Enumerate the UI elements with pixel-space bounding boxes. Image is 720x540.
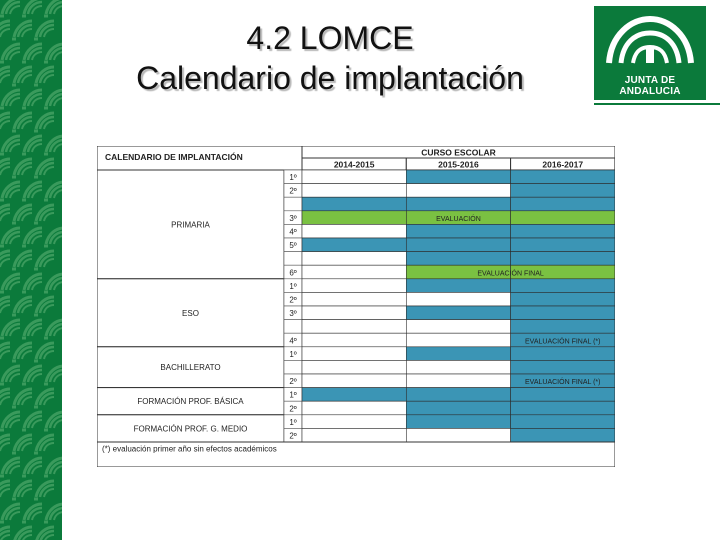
calendar-cell: [302, 374, 406, 388]
calendar-cell: [302, 170, 406, 184]
course-label: 2º: [289, 431, 297, 441]
calendar-cell: [511, 292, 615, 306]
calendar-cell: [511, 184, 615, 198]
year-header-label: 2016-2017: [542, 159, 584, 170]
evaluation-label: EVALUACIÓN FINAL: [477, 270, 544, 278]
calendar-cell: [406, 252, 510, 266]
course-cell: [284, 197, 302, 211]
junta-andalucia-logo: [594, 6, 706, 100]
course-label: 1º: [289, 417, 297, 427]
calendar-cell: [406, 184, 510, 198]
calendar-cell: [302, 360, 406, 374]
calendar-cell: [406, 238, 510, 252]
calendar-cell: [406, 415, 510, 429]
course-label: 1º: [289, 173, 297, 183]
group-label: FORMACIÓN PROF. BÁSICA: [137, 397, 244, 407]
calendar-cell: [406, 197, 510, 211]
course-label: 3º: [289, 213, 297, 223]
calendar-cell: [302, 347, 406, 361]
course-cell: [284, 252, 302, 266]
calendar-cell: [302, 306, 406, 320]
calendar-cell: [406, 292, 510, 306]
evaluation-label: EVALUACIÓN FINAL (*): [525, 338, 601, 346]
year-header-label: 2014-2015: [333, 159, 375, 170]
calendar-cell: [511, 360, 615, 374]
calendar-cell: [406, 320, 510, 334]
header-left-label: CALENDARIO DE IMPLANTACIÓN: [105, 152, 243, 162]
course-label: 4º: [289, 336, 297, 346]
calendar-cell: [406, 333, 510, 347]
calendar-cell: [302, 415, 406, 429]
calendar-cell: [302, 252, 406, 266]
calendar-cell: [302, 292, 406, 306]
fan-pattern-icon: [0, 0, 62, 540]
logo-underline: [594, 103, 720, 105]
course-label: 2º: [289, 295, 297, 305]
course-label: 1º: [289, 349, 297, 359]
calendar-cell: [511, 347, 615, 361]
evaluation-label: EVALUACIÓN FINAL (*): [525, 379, 601, 387]
header-group-label: CURSO ESCOLAR: [421, 147, 496, 158]
course-label: 1º: [289, 281, 297, 291]
course-label: 5º: [289, 241, 297, 251]
calendar-cell: [302, 265, 406, 279]
calendar-cell: [511, 428, 615, 442]
decorative-sidebar: [0, 0, 62, 540]
title-line-2: Calendario de implantación: [136, 60, 524, 96]
calendar-cell: [511, 170, 615, 184]
course-label: 1º: [289, 390, 297, 400]
calendar-cell: [302, 211, 406, 225]
title-line-1: 4.2 LOMCE: [246, 20, 414, 56]
course-label: 2º: [289, 404, 297, 414]
footnote-label: (*) evaluación primer año sin efectos académicos: [102, 444, 277, 454]
course-label: 4º: [289, 227, 297, 237]
year-header-label: 2015-2016: [438, 159, 479, 170]
calendar-cell: [511, 320, 615, 334]
logo-text: JUNTA DE ANDALUCIA: [619, 75, 681, 97]
course-cell: [284, 360, 302, 374]
calendar-cell: [302, 320, 406, 334]
calendar-grid: [97, 146, 615, 467]
calendar-cell: [406, 428, 510, 442]
calendar-cell: [406, 279, 510, 293]
calendar-cell: [406, 401, 510, 415]
calendar-cell: [302, 388, 406, 402]
calendar-cell: [511, 306, 615, 320]
course-label: 6º: [289, 268, 297, 278]
implementation-calendar-table: [97, 146, 615, 467]
calendar-cell: [511, 224, 615, 238]
group-label: BACHILLERATO: [160, 363, 221, 373]
calendar-cell: [302, 184, 406, 198]
group-label: PRIMARIA: [171, 220, 210, 230]
course-label: 2º: [289, 377, 297, 387]
calendar-cell: [511, 252, 615, 266]
slide-title: [60, 18, 600, 98]
calendar-cell: [406, 306, 510, 320]
calendar-cell: [511, 238, 615, 252]
course-label: 3º: [289, 309, 297, 319]
calendar-cell: [511, 415, 615, 429]
calendar-cell: [511, 197, 615, 211]
logo-emblem-icon: [595, 7, 705, 73]
calendar-cell: [406, 170, 510, 184]
calendar-cell: [511, 211, 615, 225]
calendar-cell: [302, 428, 406, 442]
calendar-cell: [511, 279, 615, 293]
calendar-cell: [406, 360, 510, 374]
calendar-cell: [511, 388, 615, 402]
calendar-cell: [406, 374, 510, 388]
group-label: ESO: [182, 308, 199, 318]
calendar-cell: [511, 401, 615, 415]
calendar-cell: [302, 401, 406, 415]
calendar-cell: [302, 224, 406, 238]
course-label: 2º: [289, 186, 297, 196]
course-cell: [284, 320, 302, 334]
calendar-cell: [302, 197, 406, 211]
group-label: FORMACIÓN PROF. G. MEDIO: [133, 424, 248, 434]
evaluation-label: EVALUACIÓN: [436, 215, 481, 223]
calendar-cell: [406, 224, 510, 238]
calendar-cell: [406, 388, 510, 402]
calendar-cell: [302, 333, 406, 347]
calendar-cell: [302, 279, 406, 293]
calendar-cell: [406, 347, 510, 361]
calendar-cell: [302, 238, 406, 252]
